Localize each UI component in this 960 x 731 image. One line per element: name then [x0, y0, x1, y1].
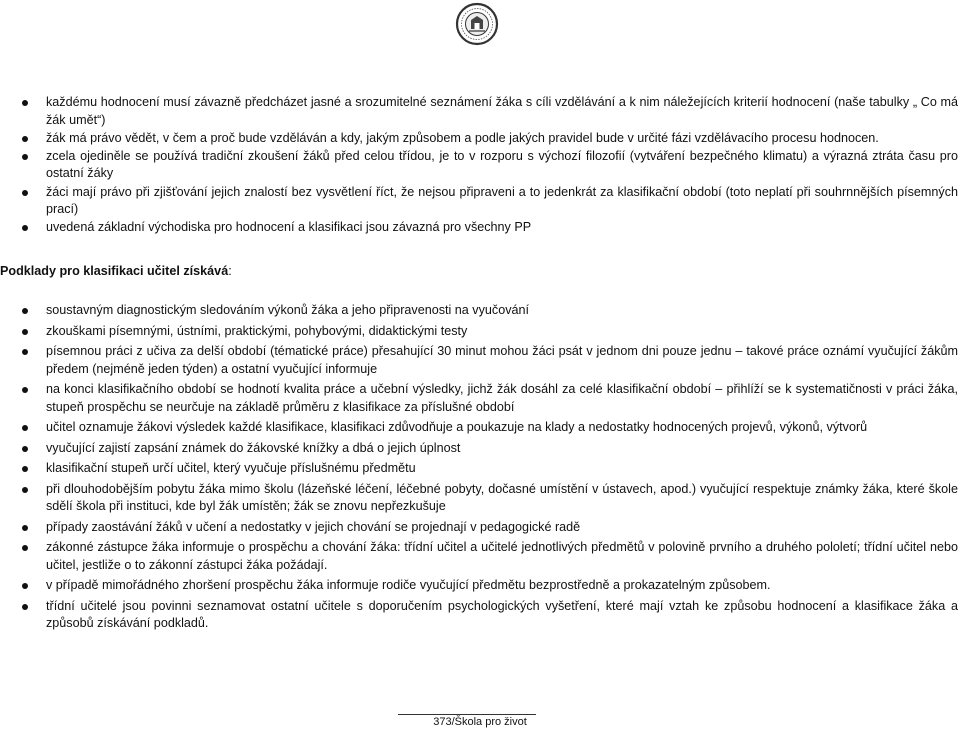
bullet-icon [22, 100, 28, 106]
bullet-icon [22, 225, 28, 231]
list-item [0, 184, 960, 219]
list-item-text: zákonné zástupce žáka informuje o prospěchu a chování žáka: třídní učitel a učitelé jednotlivých předmětů v polovině prvního a druhého pololetí; třídní učitel nebo učitel, jestliže o to zákonní zástupci žáka požádají. [46, 540, 958, 572]
list-item [0, 343, 960, 378]
list-item-text: případy zaostávání žáků v učení a nedostatky v jejich chování se projednají v pedagogické radě [46, 519, 581, 534]
bullet-icon [22, 487, 28, 493]
list-item-text: žák má právo vědět, v čem a proč bude vzděláván a kdy, jakým způsobem a podle jakých pravidel bude v určité fázi vzdělávacího procesu hodnocen. [46, 130, 879, 145]
bullet-icon [22, 387, 28, 393]
list-item-text: žáci mají právo při zjišťování jejich znalostí bez vysvětlení říct, že nejsou připraveni a to jedenkrát za klasifikační období (toto neplatí při souhrnnějších písemných prací) [46, 184, 958, 217]
list-item-text: písemnou práci z učiva za delší období (tématické práce) přesahující 30 minut mohou žáci psát v jednom dni pouze jednu – takové práce oznámí vyučující žákům předem (nejméně jeden týden) a ostatní vyučující informuje [46, 344, 958, 376]
page-footer: 373/Škola pro život [433, 716, 527, 728]
list-item-text: třídní učitelé jsou povinni seznamovat ostatní učitele s doporučením psychologických vyšetření, které mají vztah ke způsobu hodnocení a klasifikace žáka a způsobů získávání podkladů. [46, 598, 958, 630]
section-heading-suffix: : [228, 264, 232, 278]
list-item-text: vyučující zajistí zapsání známek do žákovské knížky a dbá o jejich úplnost [46, 440, 461, 455]
section-heading-bold: Podklady pro klasifikaci učitel získává [0, 264, 229, 278]
list-item [0, 219, 960, 237]
list-item [0, 381, 960, 416]
list-item [0, 148, 960, 183]
list-item [0, 440, 960, 458]
list-item [0, 577, 960, 595]
bullet-icon [22, 154, 28, 160]
list-item-text: na konci klasifikačního období se hodnotí kvalita práce a učební výsledky, jichž žák dosáhl za celé klasifikační období – přihlíží se k systematičnosti v práci žáka, stupeň prospěchu se neurčuje na základě průměru z klasifikace za příslušné období [46, 382, 958, 414]
list-item-text: učitel oznamuje žákovi výsledek každé klasifikace, klasifikaci zdůvodňuje a poukazuje na klady a nedostatky hodnocených projevů, výkonů, výtvorů [46, 420, 868, 434]
list-item-text: zcela ojediněle se používá tradiční zkoušení žáků před celou třídou, je to v rozporu s výchozí filozofií (vytváření bezpečného klimatu) a výrazná ztráta času pro ostatní žáky [46, 148, 958, 181]
list-item [0, 460, 960, 478]
list-item-text: soustavným diagnostickým sledováním výkonů žáka a jeho připravenosti na vyučování [46, 303, 530, 317]
list-item [0, 419, 960, 437]
bullet-icon [22, 136, 28, 142]
bullet-icon [22, 604, 28, 610]
list-item-text: v případě mimořádného zhoršení prospěchu žáka informuje rodiče vyučující předmětu bezprostředně a prokazatelným způsobem. [46, 578, 771, 592]
bullet-icon [22, 190, 28, 196]
footer-divider [398, 714, 536, 715]
bullet-icon [22, 349, 28, 355]
section-heading [0, 263, 232, 280]
list-item [0, 94, 960, 129]
list-item-text: uvedená základní východiska pro hodnocení a klasifikaci jsou závazná pro všechny PP [46, 220, 532, 235]
list-item [0, 130, 960, 148]
list-item-text: zkouškami písemnými, ústními, praktickými, pohybovými, didaktickými testy [46, 323, 468, 338]
sources-list [0, 302, 960, 636]
bullet-icon [22, 466, 28, 472]
bullet-icon [22, 525, 28, 531]
bullet-icon [22, 446, 28, 452]
list-item-text: klasifikační stupeň určí učitel, který vyučuje příslušnému předmětu [46, 461, 416, 475]
bullet-icon [22, 425, 28, 431]
list-item [0, 323, 960, 341]
principles-list [0, 94, 960, 237]
list-item [0, 302, 960, 320]
list-item [0, 539, 960, 574]
bullet-icon [22, 308, 28, 314]
bullet-icon [22, 545, 28, 551]
bullet-icon [22, 583, 28, 589]
school-crest-logo [455, 2, 499, 46]
bullet-icon [22, 329, 28, 335]
list-item-text: při dlouhodobějším pobytu žáka mimo školu (lázeňské léčení, léčebné pobyty, dočasné umístění v ústavech, apod.) vyučující respektuje známky žáka, které škole sdělí škola při instituci, kde byl žák umístěn; žák se znovu nepřezkušuje [46, 481, 958, 513]
list-item-text: každému hodnocení musí závazně předcházet jasné a srozumitelné seznámení žáka s cíli vzdělávání a k nim náležejících kriterií hodnocení (naše tabulky „ Co má žák umět“) [46, 95, 958, 127]
list-item [0, 598, 960, 633]
list-item [0, 481, 960, 516]
list-item [0, 519, 960, 537]
